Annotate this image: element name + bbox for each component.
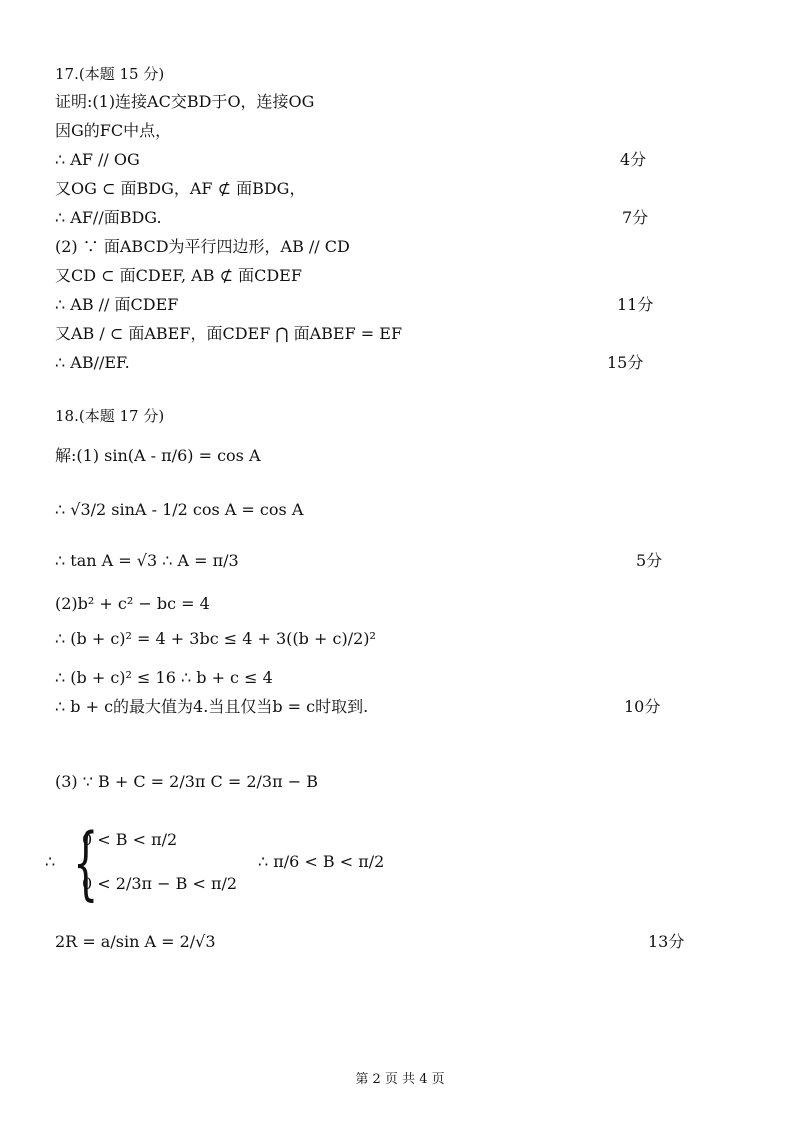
q18-line-2: ∴ √3/2 sinA - 1/2 cos A = cos A xyxy=(55,500,304,519)
q17-line-9: 又AB / ⊂ 面ABEF，面CDEF ⋂ 面ABEF = EF xyxy=(55,324,403,343)
q18-line-1 xyxy=(55,442,261,470)
q17-score-15: 15分 xyxy=(607,353,644,372)
q17-line-5: ∴ AF//面BDG. xyxy=(55,208,162,227)
q18-score-5: 5分 xyxy=(636,551,663,570)
q18-heading: 18.(本题 17 分) xyxy=(55,407,165,425)
q17-score-7: 7分 xyxy=(622,208,649,227)
q17-line-10: ∴ AB//EF. xyxy=(55,353,130,372)
q18-line-5: ∴ (b + c)² = 4 + 3bc ≤ 4 + 3((b + c)/2)² xyxy=(55,629,376,648)
q18-line-8: (3) ∵ B + C = 2/3π C = 2/3π − B xyxy=(55,772,318,791)
q18-score-10: 10分 xyxy=(624,697,661,716)
q17-score-4: 4分 xyxy=(620,150,647,169)
q17-line-7: 又CD ⊂ 面CDEF, AB ⊄ 面CDEF xyxy=(55,266,302,285)
system-therefore: ∴ xyxy=(45,852,56,871)
q17-line-2: 因G的FC中点， xyxy=(55,121,172,140)
q18-line-11: ∴ π/6 < B < π/2 xyxy=(258,852,385,871)
q17-line-8: ∴ AB // 面CDEF xyxy=(55,295,179,314)
q18-line-4: (2)b² + c² − bc = 4 xyxy=(55,594,210,613)
q18-line-12: 2R = a/sin A = 2/√3 xyxy=(55,932,216,951)
q18-score-13: 13分 xyxy=(648,932,685,951)
q18-line-10: 0 < 2/3π − B < π/2 xyxy=(82,874,238,893)
q18-line-3: ∴ tan A = √3 ∴ A = π/3 xyxy=(55,551,239,570)
q17-line-6: (2) ∵ 面ABCD为平行四边形，AB // CD xyxy=(55,237,350,256)
q17-line-1: 证明:(1)连接AC交BD于O，连接OG xyxy=(55,92,315,111)
system-brace: { xyxy=(73,816,99,909)
q17-line-3: ∴ AF // OG xyxy=(55,150,140,169)
page-footer: 第 2 页 共 4 页 xyxy=(355,1072,445,1087)
q17-score-11: 11分 xyxy=(617,295,654,314)
q18-line-9: 0 < B < π/2 xyxy=(82,830,178,849)
q18-line-6: ∴ (b + c)² ≤ 16 ∴ b + c ≤ 4 xyxy=(55,668,273,687)
q18-eq-1: sin(A - π/6) = cos A xyxy=(104,446,261,465)
q18-line-7: ∴ b + c的最大值为4.当且仅当b = c时取到. xyxy=(55,697,369,716)
q17-heading: 17.(本题 15 分) xyxy=(55,65,165,83)
q17-line-4: 又OG ⊂ 面BDG，AF ⊄ 面BDG， xyxy=(55,179,306,198)
solve-label: 解:(1) xyxy=(55,446,100,465)
